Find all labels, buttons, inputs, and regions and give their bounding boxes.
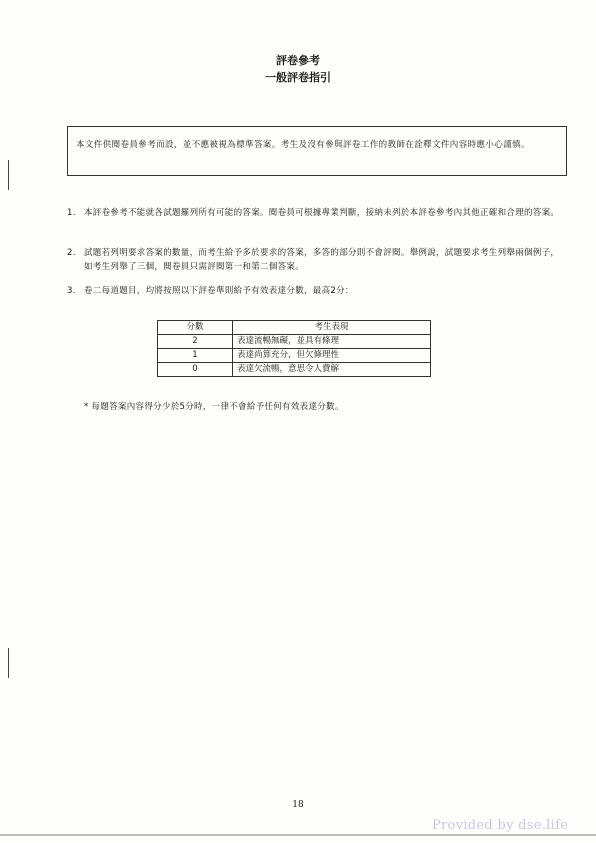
score-cell: 2 <box>158 335 233 349</box>
column-header-performance: 考生表現 <box>233 321 431 335</box>
item-text: 本評卷參考不能就各試題羅列所有可能的答案。閱卷員可根據專業判斷，接納未列於本評卷參考內其他正確和合理的答案。 <box>84 208 560 218</box>
item-text: 試題若列明要求答案的數量，而考生給予多於要求的答案，多答的部分則不會評閱。舉例說，試題要求考生列舉兩個例子，如考生列舉了三個，閱卷員只需評閱第一和第二個答案。 <box>84 248 560 272</box>
score-cell: 1 <box>158 349 233 363</box>
item-number: 1. <box>67 208 76 218</box>
margin-mark <box>8 648 9 678</box>
guideline-item <box>67 246 567 274</box>
table-row <box>158 363 431 377</box>
column-header-score: 分數 <box>158 321 233 335</box>
item-number: 2. <box>67 248 76 258</box>
table-header-row <box>158 321 431 335</box>
scan-edge <box>0 834 596 836</box>
performance-cell: 表達尚算充分，但欠條理性 <box>233 349 431 363</box>
item-number: 3. <box>67 286 76 296</box>
performance-cell: 表達欠流暢，意思令人費解 <box>233 363 431 377</box>
page-subtitle: 一般評卷指引 <box>265 71 331 84</box>
watermark: Provided by dse.life <box>432 818 569 833</box>
guideline-item <box>67 284 567 298</box>
score-table <box>157 320 431 377</box>
table-row <box>158 335 431 349</box>
margin-mark <box>8 160 9 190</box>
performance-cell: 表達流暢無礙，並具有條理 <box>233 335 431 349</box>
notice-box: 本文件供閱卷員參考而設，並不應被視為標準答案。考生及沒有參與評卷工作的教師在詮釋文件內容時應小心謹慎。 <box>67 126 567 176</box>
score-cell: 0 <box>158 363 233 377</box>
page-title: 評卷參考 <box>276 54 320 67</box>
table-row <box>158 349 431 363</box>
item-text: 卷二每道題目，均將按照以下評卷準則給予有效表達分數，最高2分： <box>84 286 354 296</box>
page-number: 18 <box>292 800 304 810</box>
guideline-item <box>67 206 567 220</box>
footnote: * 每題答案內容得分少於5分時，一律不會給予任何有效表達分數。 <box>84 402 344 412</box>
